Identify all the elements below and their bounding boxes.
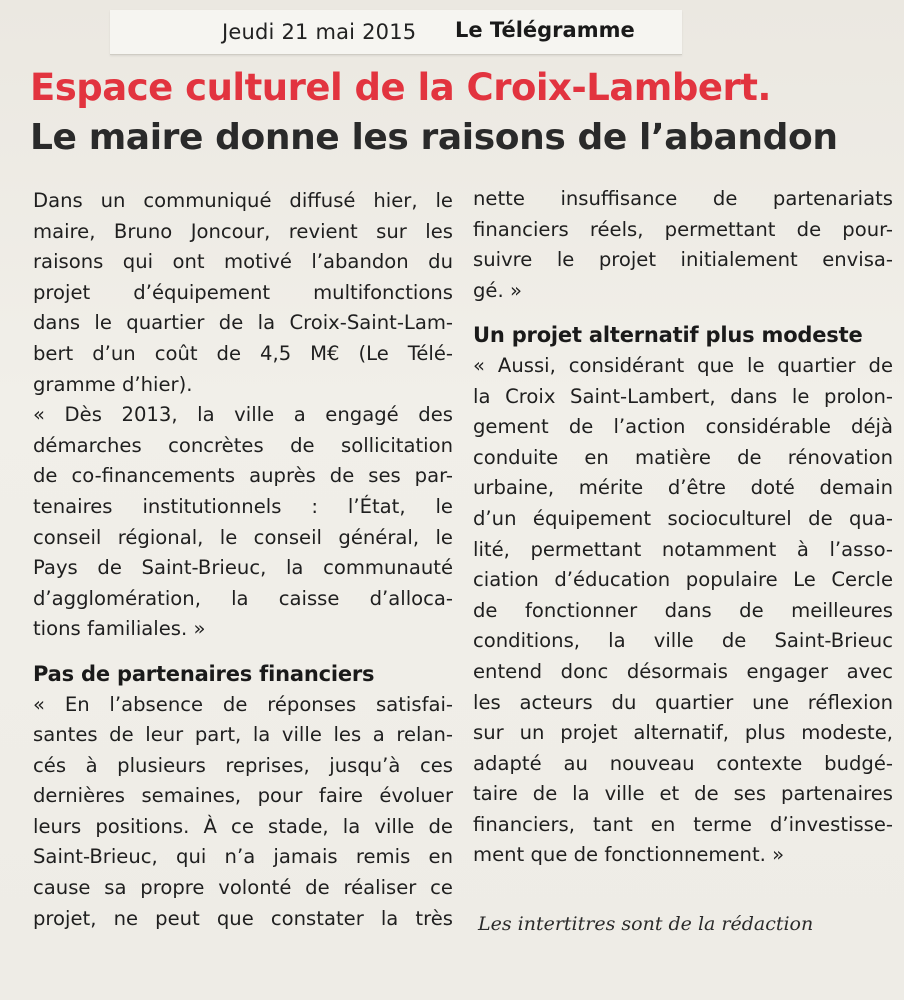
section-paragraph [473,351,893,871]
text-line: santes de leur part, la ville les a relan- [33,723,453,747]
text-line: lité, permettant notamment à l’asso- [473,537,893,561]
text-line: nette insuffisance de partenariats [473,187,893,210]
text-line: tions familiales. » [33,617,206,641]
text-line: démarches concrètes de sollicitation [33,433,453,457]
text-line: ciation d’éducation populaire Le Cercle [473,568,893,592]
subhead-alternative-project: Un projet alternatif plus modeste [473,323,863,348]
continuation-paragraph [473,184,893,306]
section-paragraph [33,690,453,935]
text-line: « Dès 2013, la ville a engagé des [33,403,453,427]
text-line: taire de la ville et de ses partenaires [473,782,893,806]
text-line: d’agglomération, la caisse d’alloca- [33,586,453,610]
text-line: Saint-Brieuc, qui n’a jamais remis en [33,845,453,869]
bleed-through-text-right [704,0,904,23]
text-line: conditions, la ville de Saint-Brieuc [473,629,893,653]
bleed-through-text-left [0,0,80,25]
text-line: entend donc désormais engager avec [473,659,893,683]
text-line: bert d’un coût de 4,5 M€ (Le Télé- [33,341,453,365]
paragraph-gap [473,306,893,320]
text-line: suivre le projet initialement envisa- [473,248,893,272]
text-line: tenaires institutionnels : l’État, le [33,494,453,518]
text-line: de co-financements auprès de ses par- [33,464,453,488]
text-line: la Croix Saint-Lambert, dans le prolon- [473,384,893,408]
newspaper-name: Le Télégramme [455,18,635,42]
text-line: conduite en matière de rénovation [473,445,893,469]
text-line: Dans un communiqué diffusé hier, le [33,189,453,212]
text-line: raisons qui ont motivé l’abandon du [33,250,453,274]
text-line: cause sa propre volonté de réaliser ce [33,876,453,900]
quote-paragraph [33,400,453,645]
text-line: maire, Bruno Joncour, revient sur les [33,219,453,243]
text-line: « En l’absence de réponses satisfai- [33,692,453,716]
text-line: de fonctionner dans de meilleures [473,598,893,622]
text-line: cés à plusieurs reprises, jusqu’à ces [33,753,453,777]
text-line: projet, ne peut que constater la très [33,906,453,930]
text-line: gé. » [473,278,522,302]
text-line: projet d’équipement multifonctions [33,280,453,304]
left-column [33,186,453,934]
text-line: gramme d’hier). [33,372,193,396]
text-line: dans le quartier de la Croix-Saint-Lam- [33,311,453,335]
text-line: gement de l’action considérable déjà [473,415,893,439]
article-title: Le maire donne les raisons de l’abandon [30,117,838,158]
text-line: d’un équipement socioculturel de qua- [473,506,893,530]
text-line: les acteurs du quartier une réflexion [473,690,893,714]
subhead-partners: Pas de partenaires financiers [33,661,375,686]
text-line: leurs positions. À ce stade, la ville de [33,814,453,838]
publication-date: Jeudi 21 mai 2015 [222,20,417,44]
text-line: financiers réels, permettant de pour- [473,217,893,241]
text-line: urbaine, mérite d’être doté demain [473,476,893,500]
editorial-credit: Les intertitres sont de la rédaction [478,913,814,935]
text-line: financiers, tant en terme d’investisse- [473,812,893,836]
text-line: Pays de Saint-Brieuc, la communauté [33,556,453,580]
intro-paragraph [33,186,453,400]
text-line: ment que de fonctionnement. » [473,843,785,867]
text-line: conseil régional, le conseil général, le [33,525,453,549]
article-kicker: Espace culturel de la Croix-Lambert. [30,66,771,109]
text-line: adapté au nouveau contexte budgé- [473,751,893,775]
text-line: dernières semaines, pour faire évoluer [33,784,453,808]
paragraph-gap [33,645,453,659]
right-column [473,184,893,871]
text-line: sur un projet alternatif, plus modeste, [473,721,893,745]
text-line: « Aussi, considérant que le quartier de [473,353,893,377]
